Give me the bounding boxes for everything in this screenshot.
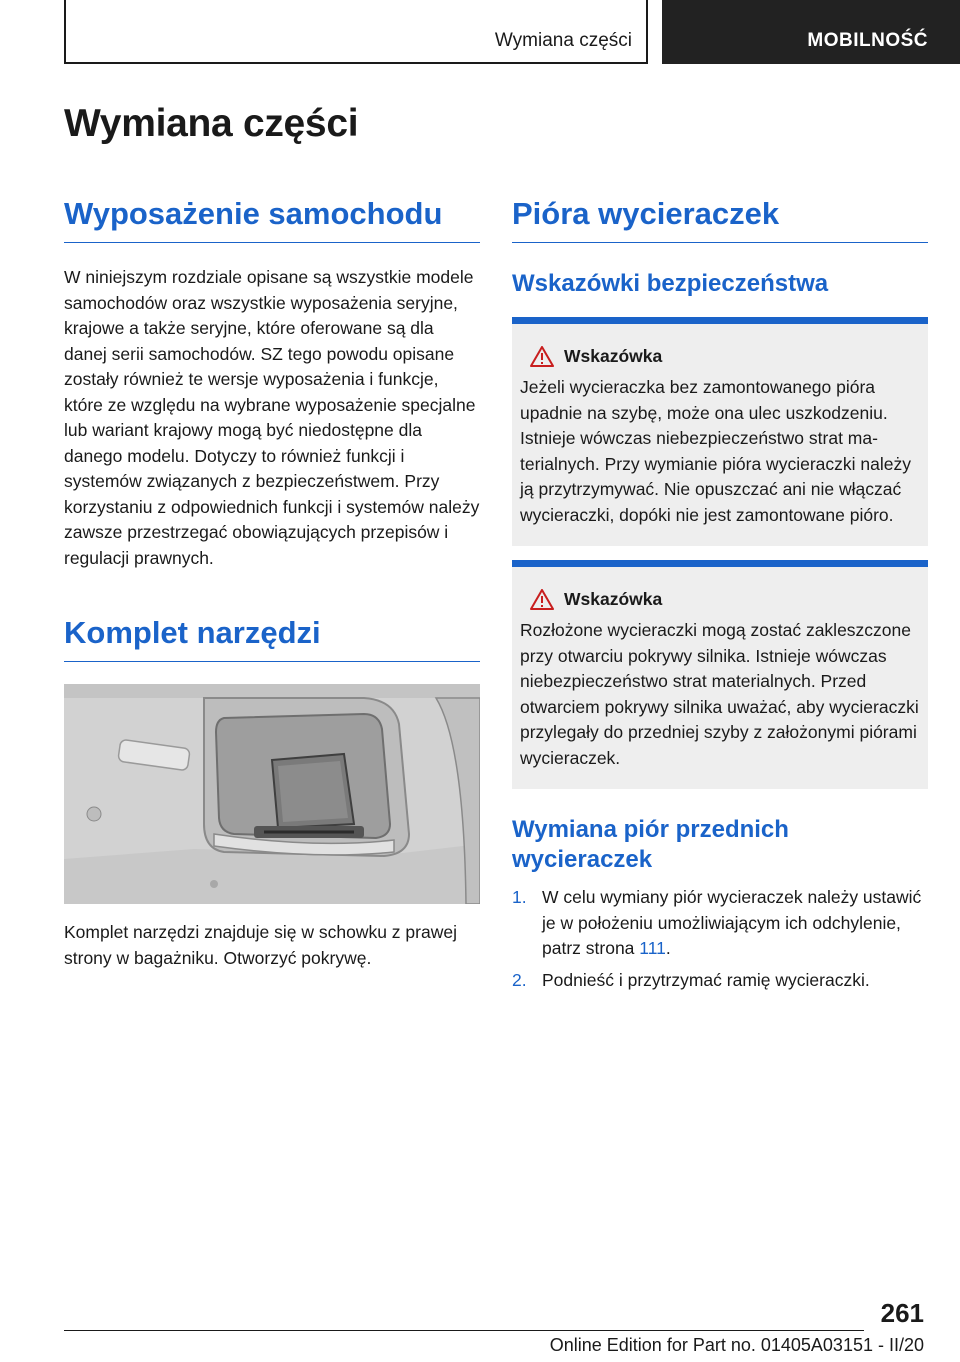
warning-title: Wskazówka xyxy=(564,589,663,609)
warning-header xyxy=(530,346,922,367)
toolkit-heading: Komplet narzędzi xyxy=(64,615,480,662)
warning-text: Rozłożone wycieraczki mogą zostać zakleszczone przy otwarciu pokrywy silnika. Istnieje wówczas niebezpieczeństwo strat materialnych. Przed otwarciem pokrywy silnika uważać, aby wycieraczki przylegały do przedniej szyby z założonymi piórami wycieraczek. xyxy=(520,620,919,768)
step-text-wrap xyxy=(542,885,928,962)
footer-divider xyxy=(64,1330,864,1331)
edition-footer: Online Edition for Part no. 01405A03151 - II/20 xyxy=(549,1335,924,1355)
steps-list xyxy=(512,885,928,993)
header-chapter-title: MOBILNOŚĆ xyxy=(807,30,928,51)
step-number: 1. xyxy=(512,887,527,907)
header-section-box xyxy=(64,0,648,64)
equipment-heading: Wyposażenie samochodu xyxy=(64,196,480,243)
front-wipers-heading: Wymiana piór przednich wycieraczek xyxy=(512,816,789,873)
warning-triangle-icon xyxy=(530,346,554,367)
toolkit-caption: Komplet narzędzi znajduje się w schowku z prawej strony w bagażniku. Otworzyć pokrywę. xyxy=(64,922,457,968)
header-chapter-box xyxy=(662,0,960,64)
step-text: W celu wymiany piór wycieraczek należy ustawić je w położeniu umożliwiającym ich odchylenie, patrz strona xyxy=(542,887,922,958)
left-column xyxy=(64,196,480,971)
toolkit-photo xyxy=(64,684,480,904)
list-item xyxy=(512,885,928,962)
header-section-title: Wymiana części xyxy=(494,30,632,51)
page-reference-link[interactable]: 111 xyxy=(639,938,666,958)
list-item xyxy=(512,968,928,994)
warning-text: Jeżeli wycieraczka bez zamontowanego pióra upadnie na szybę, może ona ulec uszkodzeniu. Istnieje wówczas niebezpieczeństwo strat materialnych. Przy wymianie pióra wycieraczki należy ją przytrzymywać. Nie opuszczać ani nie włączać wycieraczki, dopóki nie jest zamontowane pióro. xyxy=(520,377,911,525)
warning-triangle-icon xyxy=(530,589,554,610)
warning-title: Wskazówka xyxy=(564,346,663,366)
warning-box xyxy=(512,560,928,789)
equipment-text: W niniejszym rozdziale opisane są wszystkie modele samochodów oraz wszystkie wyposażenia seryjne, krajowe a także seryjne, które oferowane są dla danej serii samochodów. SZ tego powodu opisane zostały również te wersje wyposażenia i funkcje, które ze względu na wybrane wyposażenie specjalne lub wariant krajowy mogą być niedostępne dla danego modelu. Dotyczy to również funkcji i systemów związanych z bezpieczeństwem. Przy korzystaniu z odpowiednich funkcji i systemów należy zawsze przestrzegać obowiązujących przepisów i regulacji prawnych. xyxy=(64,267,480,568)
warning-header xyxy=(530,589,922,610)
step-text: Podnieść i przytrzymać ramię wycieraczki. xyxy=(542,969,870,990)
warning-box xyxy=(512,317,928,546)
step-number: 2. xyxy=(512,969,527,990)
step-text-wrap xyxy=(542,968,870,994)
safety-heading: Wskazówki bezpieczeństwa xyxy=(512,270,829,297)
right-column xyxy=(512,196,928,999)
wipers-heading: Pióra wycieraczek xyxy=(512,196,928,243)
page-number: 261 xyxy=(880,1298,924,1328)
page-title: Wymiana części xyxy=(64,102,359,145)
step-text-end: . xyxy=(665,938,671,958)
